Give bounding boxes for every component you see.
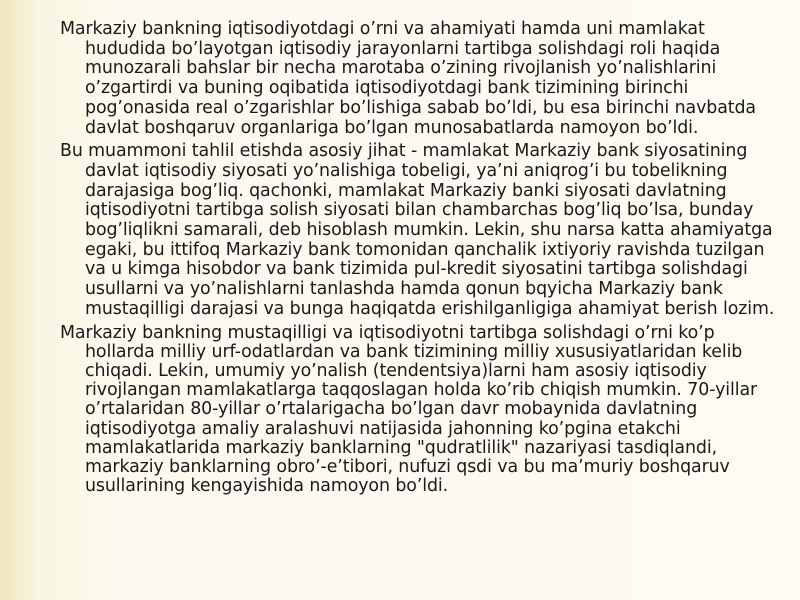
decorative-left-band — [0, 0, 34, 600]
text-body — [60, 20, 778, 500]
paragraph-policy-dependence: Bu muammoni tahlil etishda asosiy jihat - mamlakat Markaziy bank siyosatining davlat iqtisodiy siyosati yo’nalishiga tobeligi, ya’ni aniqrog’i bu tobelikning darajasiga bog’liq. qachonki, mamlakat Markaziy banki siyosati davlatning iqtisodiyotni tartibga solish siyosati bilan chambarchas bog’liq bo’lsa, bunday bog’liqlikni samarali, deb hisoblash mumkin. Lekin, shu narsa katta ahamiyatga egaki, bu ittifoq Markaziy bank tomonidan qanchalik ixtiyoriy ravishda tuzilgan va u kimga hisobdor va bank tizimida pul-kredit siyosatini tartibga solishdagi usullarni va yo’nalishlarni tanlashda hamda qonun bqyicha Markaziy bank mustaqilligi darajasi va bunga haqiqatda erishilganligiga ahamiyat berish lozim. — [60, 141, 775, 319]
paragraph-central-bank-role: Markaziy bankning iqtisodiyotdagi o’rni va ahamiyati hamda uni mamlakat hududida bo’layotgan iqtisodiy jarayonlarni tartibga solishdagi roli haqida munozarali bahslar bir necha marotaba o’zining rivojlanish yo’nalishlarini o’zgartirdi va buning oqibatida iqtisodiyotdagi bank tizimining birinchi pog’onasida real o’zgarishlar bo’lishiga sabab bo’ldi, bu esa birinchi navbatda davlat boshqaruv organlariga bo’lgan munosabatlarda namoyon bo’ldi. — [60, 19, 756, 138]
paragraph-independence-trends: Markaziy bankning mustaqilligi va iqtisodiyotni tartibga solishdagi o’rni ko’p hollarda milliy urf-odatlardan va bank tizimining milliy xususiyatlaridan kelib chiqadi. Lekin, umumiy yo’nalish (tendentsiya)larni ham asosiy iqtisodiy rivojlangan mamlakatlarga taqqoslagan holda ko’rib chiqish mumkin. 70-yillar o’rtalaridan 80-yillar o’rtalarigacha bo’lgan davr mobaynida davlatning iqtisodiyotga amaliy aralashuvi natijasida jahonning ko’pgina etakchi mamlakatlarida markaziy banklarning "qudratlilik" nazariyasi tasdiqlandi, markaziy banklarning obro’-e’tibori, nufuzi qsdi va bu ma’muriy boshqaruv usullarining kengayishida namoyon bo’ldi. — [60, 322, 758, 497]
